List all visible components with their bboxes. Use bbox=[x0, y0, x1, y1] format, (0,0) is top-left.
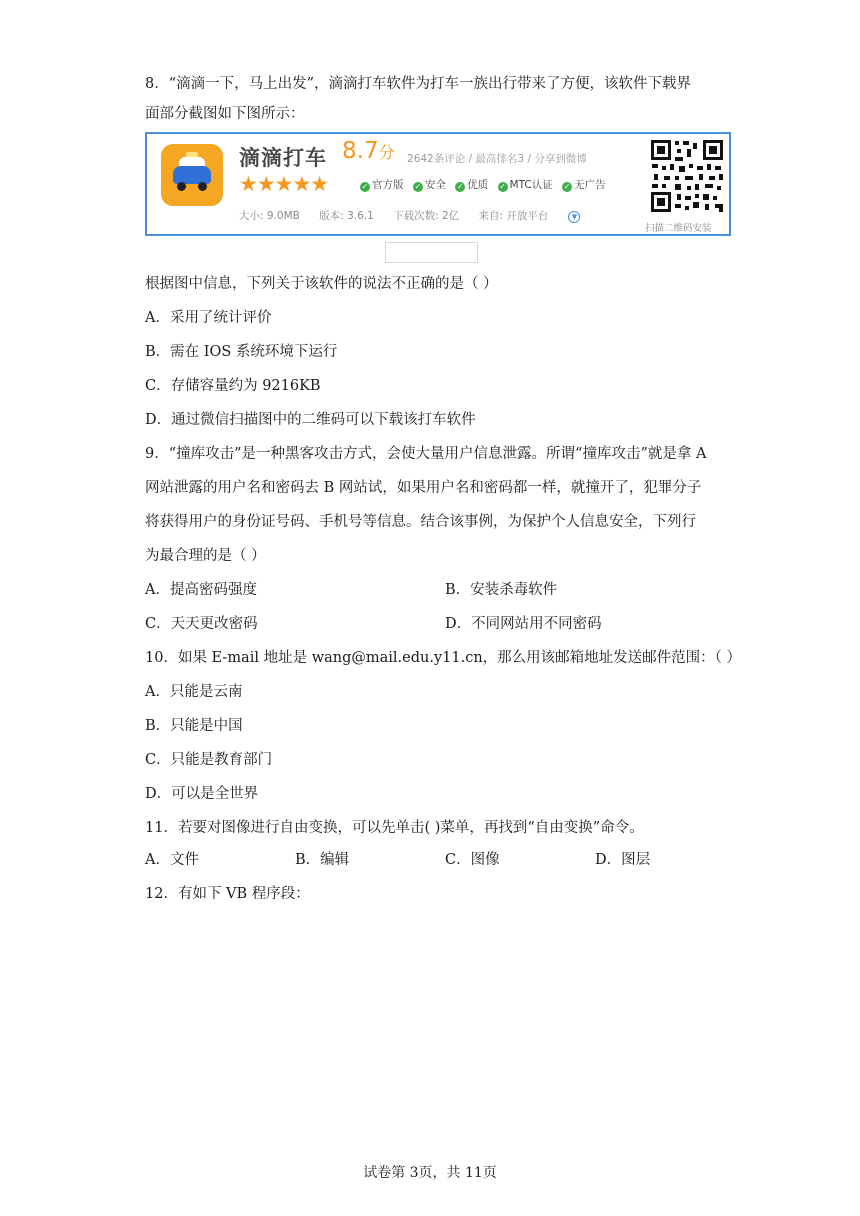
app-version: 版本: 3.6.1 bbox=[319, 210, 374, 222]
q11-stem: 11．若要对图像进行自由变换，可以先单击( )菜单，再找到“自由变换”命令。 bbox=[145, 820, 644, 836]
q8-option-d: D．通过微信扫描图中的二维码可以下载该打车软件 bbox=[145, 412, 476, 428]
q9-stem-line3: 将获得用户的身份证号码、手机号等信息。结合该事例，为保护个人信息安全，下列行 bbox=[145, 514, 696, 530]
q8-question: 根据图中信息，下列关于该软件的说法不正确的是（ ） bbox=[145, 276, 498, 292]
check-icon: ✓ bbox=[499, 182, 506, 191]
q10-option-b: B．只能是中国 bbox=[145, 718, 243, 734]
qr-caption: 扫描二维码安装 bbox=[645, 223, 712, 234]
q11-option-b: B．编辑 bbox=[295, 852, 350, 868]
app-name: 滴滴打车 bbox=[239, 146, 327, 170]
q9-stem-line2: 网站泄露的用户名和密码去 B 网站试，如果用户名和密码都一样，就撞开了，犯罪分子 bbox=[145, 480, 702, 496]
qr-code-icon bbox=[649, 138, 725, 214]
q11-option-a: A．文件 bbox=[145, 852, 199, 868]
badge-mtc: ✓ MTC认证 bbox=[499, 179, 553, 191]
q10-option-c: C．只能是教育部门 bbox=[145, 752, 273, 768]
q8-option-c: C．存储容量约为 9216KB bbox=[145, 378, 321, 394]
q9-option-c: C．天天更改密码 bbox=[145, 616, 258, 632]
badge-list bbox=[360, 177, 612, 192]
q8-option-b: B．需在 IOS 系统环境下运行 bbox=[145, 344, 338, 360]
q12-stem: 12．有如下 VB 程序段： bbox=[145, 886, 310, 902]
check-icon: ✓ bbox=[456, 182, 464, 191]
badge-quality: ✓ 优质 bbox=[456, 179, 489, 191]
q8-stem-line1: 8．“滴滴一下，马上出发”，滴滴打车软件为打车一族出行带来了方便，该软件下载界 bbox=[145, 76, 692, 92]
q9-option-d: D．不同网站用不同密码 bbox=[445, 616, 602, 632]
app-size: 大小: 9.0MB bbox=[239, 210, 300, 222]
app-meta: 2642条评论 / 最高排名3 / 分享到微博 bbox=[407, 153, 587, 165]
badge-official: ✓ 官方版 bbox=[361, 179, 404, 191]
q8-stem-line2: 面部分截图如下图所示： bbox=[145, 106, 305, 122]
q11-option-c: C．图像 bbox=[445, 852, 500, 868]
app-downloads: 下载次数: 2亿 bbox=[393, 210, 460, 222]
check-icon: ✓ bbox=[414, 182, 422, 191]
q10-option-d: D．可以是全世界 bbox=[145, 786, 259, 802]
taxi-app-icon bbox=[161, 144, 223, 206]
rating-stars-icon: ★★★★★ bbox=[239, 172, 329, 196]
badge-safe: ✓ 安全 bbox=[414, 179, 446, 191]
app-info-row bbox=[239, 208, 612, 223]
badge-no-ads: ✓ 无广告 bbox=[563, 179, 606, 191]
q8-option-a: A．采用了统计评价 bbox=[145, 310, 272, 326]
chevron-down-icon: ▼ bbox=[568, 211, 580, 223]
app-score: 8.7分 bbox=[342, 138, 395, 164]
app-source: 来自: 开放平台 ▼ bbox=[479, 210, 597, 222]
q11-option-d: D．图层 bbox=[595, 852, 651, 868]
blank-box bbox=[385, 242, 478, 263]
q10-option-a: A．只能是云南 bbox=[145, 684, 243, 700]
page-footer: 试卷第 3页，共 11页 bbox=[363, 1165, 497, 1181]
q9-option-b: B．安装杀毒软件 bbox=[445, 582, 558, 598]
q10-stem: 10．如果 E-mail 地址是 wang@mail.edu.y11.cn，那么用该邮箱地址发送邮件范围：（ ） bbox=[145, 650, 742, 666]
app-download-card bbox=[145, 132, 731, 236]
check-icon: ✓ bbox=[563, 182, 571, 191]
q9-option-a: A．提高密码强度 bbox=[145, 582, 257, 598]
check-icon: ✓ bbox=[361, 182, 369, 191]
q9-stem-line1: 9．“撞库攻击”是一种黑客攻击方式，会使大量用户信息泄露。所谓“撞库攻击”就是拿 A bbox=[145, 446, 707, 462]
q9-stem-line4: 为最合理的是（ ） bbox=[145, 548, 266, 564]
